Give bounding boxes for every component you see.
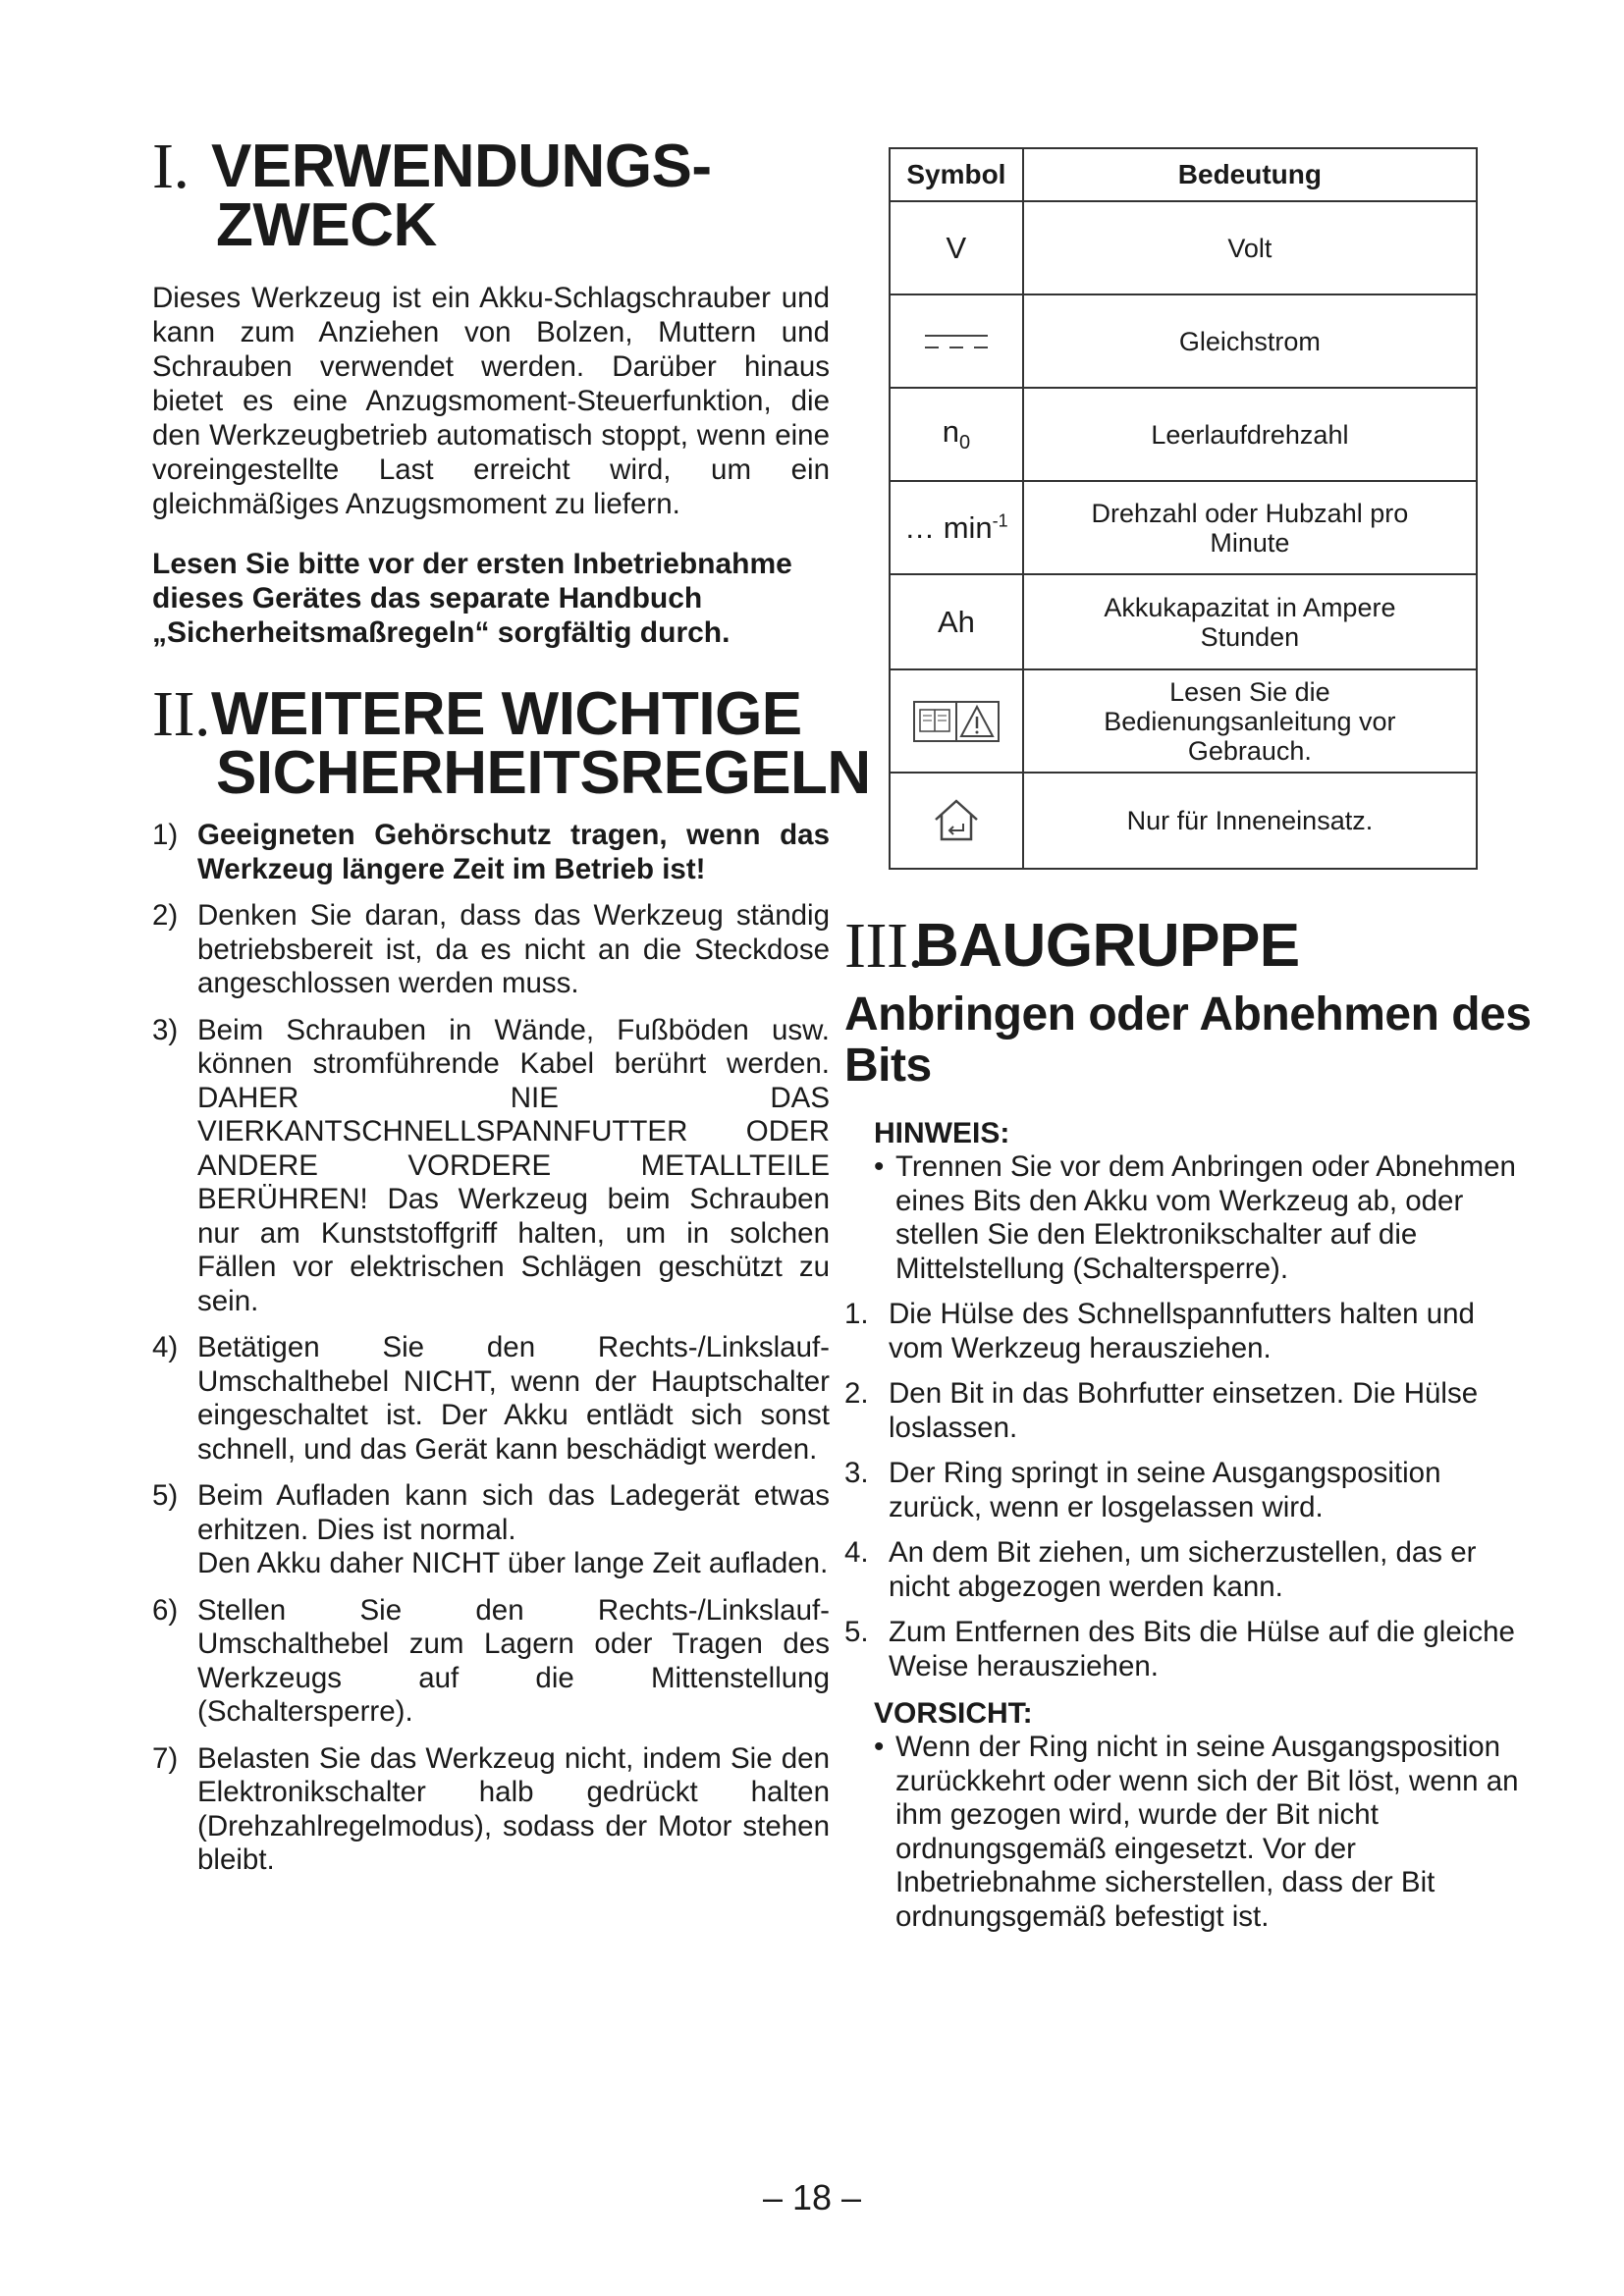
section-2-title-line-2: SICHERHEITSREGELN xyxy=(216,739,871,807)
list-item: 2) Denken Sie daran, dass das Werkzeug ständig betriebsbereit ist, da es nicht an die Steckdose angeschlossen werden muss. xyxy=(152,899,830,999)
section-1-title-line-2: ZWECK xyxy=(216,191,437,259)
list-item: 3) Beim Schrauben in Wände, Fußböden usw. können stromführende Kabel berührt werden. DAHER NIE DAS VIERKANTSCHNELLSPANNFUTTER ODER ANDERE VORDERE METALLTEILE BERÜHREN! Das Werkzeug beim Schrauben nur am Kunststoffgriff halten, um in solchen Fällen vor elektrischen Schlägen geschützt zu sein. xyxy=(152,1013,830,1317)
section-1-title-line-1: VERWENDUNGS- xyxy=(211,133,712,200)
section-1-body: Dieses Werkzeug ist ein Akku-Schlagschrauber und kann zum Anziehen von Bolzen, Muttern und Schrauben verwendet werden. Darüber hinaus bietet es eine Anzugsmoment-Steuerfunktion, die den Werkzeugbetrieb automatisch stoppt, wenn eine voreingestellte Last erreicht wird, um ein gleichmäßiges Anzugsmoment zu liefern. xyxy=(152,282,830,520)
section-1-heading xyxy=(152,131,830,259)
symbol-cell: V xyxy=(890,201,1023,294)
list-item: 1. Die Hülse des Schnellspannfutters halten und vom Werkzeug herausziehen. xyxy=(844,1298,1475,1364)
note-label: HINWEIS: xyxy=(874,1117,1010,1149)
meaning-cell: Lesen Sie die Bedienungsanleitung vor Gebrauch. xyxy=(1023,669,1477,773)
symbol-cell: Ah xyxy=(890,574,1023,669)
safety-rules-list xyxy=(152,819,830,1878)
section-3-subtitle: Anbringen oder Abnehmen des Bits xyxy=(844,988,1532,1092)
meaning-cell: Gleichstrom xyxy=(1023,294,1477,388)
table-row xyxy=(890,773,1477,869)
caution-bullet: • Wenn der Ring nicht in seine Ausgangsposition zurückkehrt oder wenn sich der Bit löst, wenn an ihm gezogen wird, wurde der Bit nicht ordnungsgemäß eingesetzt. Vor der Inbetriebnahme sicherstellen, dass der Bit ordnungsgemäß befestigt ist. xyxy=(874,1731,1532,1934)
header-meaning: Bedeutung xyxy=(1023,148,1477,201)
meaning-cell: Leerlaufdrehzahl xyxy=(1023,388,1477,481)
note-text: Trennen Sie vor dem Anbringen oder Abnehmen eines Bits den Akku vom Werkzeug ab, oder stellen Sie den Elektronikschalter auf die Mittelstellung (Schaltersperre). xyxy=(895,1150,1516,1285)
list-item: 5) Beim Aufladen kann sich das Ladegerät etwas erhitzen. Dies ist normal. Den Akku daher NICHT über lange Zeit aufladen. xyxy=(152,1479,830,1579)
dc-current-icon xyxy=(922,330,991,353)
list-item: 7) Belasten Sie das Werkzeug nicht, indem Sie den Elektronikschalter halb gedrückt halten (Drehzahlregelmodus), sodass der Motor stehen bleibt. xyxy=(152,1741,830,1876)
table-row xyxy=(890,481,1477,574)
list-item: 3. Der Ring springt in seine Ausgangsposition zurück, wenn er losgelassen wird. xyxy=(844,1457,1441,1523)
table-row xyxy=(890,574,1477,669)
symbol-cell xyxy=(890,669,1023,773)
read-manual-warning-icon xyxy=(912,700,1001,743)
meaning-cell: Volt xyxy=(1023,201,1477,294)
symbol-cell: $n_0$ xyxy=(890,388,1023,481)
section-3-number: III. xyxy=(844,910,924,982)
right-column xyxy=(844,147,1532,1934)
meaning-cell: Akkukapazitat in Ampere Stunden xyxy=(1023,574,1477,669)
caution-label: VORSICHT: xyxy=(874,1697,1033,1730)
meaning-cell: Nur für Inneneinsatz. xyxy=(1023,773,1477,869)
section-2-title-line-1: WEITERE WICHTIGE xyxy=(211,680,802,748)
caution-text: Wenn der Ring nicht in seine Ausgangsposition zurückkehrt oder wenn sich der Bit löst, wenn an ihm gezogen wird, wurde der Bit nicht ordnungsgemäß eingesetzt. Vor der Inbetriebnahme sicherstellen, dass der Bit ordnungsgemäß befestigt ist. xyxy=(895,1731,1519,1933)
table-row xyxy=(890,388,1477,481)
section-2-number: II. xyxy=(152,678,210,750)
list-item: 2. Den Bit in das Bohrfutter einsetzen. Die Hülse loslassen. xyxy=(844,1377,1479,1444)
table-row xyxy=(890,669,1477,773)
table-row xyxy=(890,201,1477,294)
section-2-heading xyxy=(152,678,871,807)
section-1-notice: Lesen Sie bitte vor der ersten Inbetriebnahme dieses Gerätes das separate Handbuch „Sicherheitsmaßregeln“ sorgfältig durch. xyxy=(152,548,792,649)
section-1-number: I. xyxy=(152,131,189,202)
table-header-row xyxy=(890,148,1477,201)
list-item: 4. An dem Bit ziehen, um sicherzustellen, das er nicht abgezogen werden kann. xyxy=(844,1536,1477,1603)
note-bullet: • Trennen Sie vor dem Anbringen oder Abnehmen eines Bits den Akku vom Werkzeug ab, oder stellen Sie den Elektronikschalter auf die Mittelstellung (Schaltersperre). xyxy=(874,1150,1532,1286)
indoor-use-icon xyxy=(932,798,981,843)
symbol-cell xyxy=(890,773,1023,869)
assembly-steps-list xyxy=(844,1298,1532,1683)
symbol-cell: … $\min^{-1}$ xyxy=(890,481,1023,574)
list-item: 4) Betätigen Sie den Rechts-/Linkslauf-Umschalthebel NICHT, wenn der Hauptschalter eingeschaltet ist. Der Akku entlädt sich sonst schnell, und das Gerät kann beschädigt werden. xyxy=(152,1331,830,1466)
list-item: 5. Zum Entfernen des Bits die Hülse auf die gleiche Weise herausziehen. xyxy=(844,1616,1515,1682)
list-item: 1) Geeigneten Gehörschutz tragen, wenn das Werkzeug längere Zeit im Betrieb ist! xyxy=(152,819,830,885)
list-item: 6) Stellen Sie den Rechts-/Linkslauf- Umschalthebel zum Lagern oder Tragen des Werkzeugs auf die Mittenstellung (Schaltersperre). xyxy=(152,1593,830,1728)
symbol-table xyxy=(889,147,1478,870)
left-column xyxy=(152,131,871,1891)
meaning-cell: Drehzahl oder Hubzahl pro Minute xyxy=(1023,481,1477,574)
section-3-title: BAUGRUPPE xyxy=(915,912,1300,980)
page-number: – 18 – xyxy=(762,2177,862,2217)
symbol-cell xyxy=(890,294,1023,388)
header-symbol: Symbol xyxy=(890,148,1023,201)
section-3-heading xyxy=(844,910,1532,982)
table-row xyxy=(890,294,1477,388)
